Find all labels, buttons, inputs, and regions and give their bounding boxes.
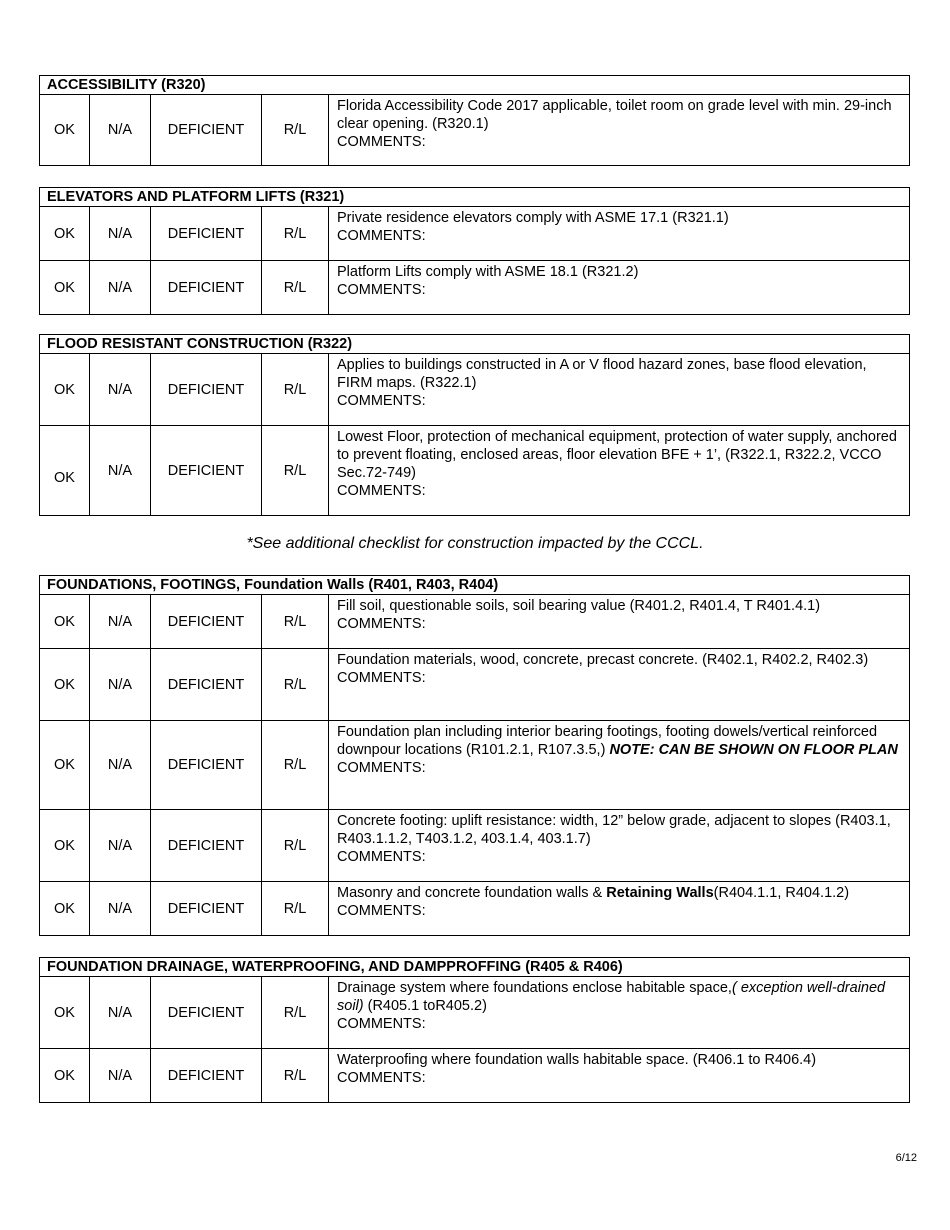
section-title: ELEVATORS AND PLATFORM LIFTS (R321) (40, 188, 910, 207)
item-description (329, 426, 910, 516)
comments-label: COMMENTS: (337, 1016, 426, 1032)
item-description (329, 207, 910, 261)
table-row (40, 595, 910, 649)
ok-option[interactable]: OK (40, 207, 90, 261)
item-text: Foundation materials, wood, concrete, precast concrete. (R402.1, R402.2, R402.3) (337, 652, 869, 668)
comments-label: COMMENTS: (337, 760, 426, 776)
ok-option[interactable]: OK (40, 882, 90, 936)
na-option[interactable]: N/A (90, 426, 151, 516)
table-row (40, 721, 910, 810)
ok-option[interactable]: OK (40, 721, 90, 810)
na-option[interactable]: N/A (90, 1049, 151, 1103)
deficient-option[interactable]: DEFICIENT (151, 354, 262, 426)
item-text: Waterproofing where foundation walls habitable space. (R406.1 to R406.4) (337, 1052, 817, 1068)
ok-option[interactable]: OK (40, 649, 90, 721)
section-title: FOUNDATION DRAINAGE, WATERPROOFING, AND DAMPPROFFING (R405 & R406) (40, 958, 910, 977)
rl-option[interactable]: R/L (262, 810, 329, 882)
item-text: Private residence elevators comply with ASME 17.1 (R321.1) (337, 210, 729, 226)
deficient-option[interactable]: DEFICIENT (151, 207, 262, 261)
na-option[interactable]: N/A (90, 595, 151, 649)
retaining-walls-label: Retaining Walls (606, 885, 714, 901)
rl-option[interactable]: R/L (262, 882, 329, 936)
item-text: Drainage system where foundations enclose habitable space,( exception well-drained soil) (R405.1 toR405.2) (337, 980, 886, 1014)
rl-option[interactable]: R/L (262, 207, 329, 261)
deficient-option[interactable]: DEFICIENT (151, 426, 262, 516)
item-text: Fill soil, questionable soils, soil bearing value (R401.2, R401.4, T R401.4.1) (337, 598, 821, 614)
comments-label: COMMENTS: (337, 670, 426, 686)
deficient-option[interactable]: DEFICIENT (151, 595, 262, 649)
item-description (329, 354, 910, 426)
rl-option[interactable]: R/L (262, 354, 329, 426)
deficient-option[interactable]: DEFICIENT (151, 1049, 262, 1103)
na-option[interactable]: N/A (90, 977, 151, 1049)
table-row (40, 977, 910, 1049)
comments-label: COMMENTS: (337, 903, 426, 919)
na-option[interactable]: N/A (90, 207, 151, 261)
item-text: Applies to buildings constructed in A or V flood hazard zones, base flood elevation, FIRM maps. (R322.1) (337, 357, 867, 391)
rl-option[interactable]: R/L (262, 95, 329, 166)
na-option[interactable]: N/A (90, 649, 151, 721)
table-row (40, 882, 910, 936)
ok-option[interactable]: OK (40, 595, 90, 649)
item-text: Masonry and concrete foundation walls & Retaining Walls(R404.1.1, R404.1.2) (337, 885, 850, 901)
item-text: Lowest Floor, protection of mechanical equipment, protection of water supply, anchored to prevent floating, enclosed areas, floor elevation BFE + 1’, (R322.1, R322.2, VCCO Sec.72-749) (337, 429, 897, 481)
table-row (40, 649, 910, 721)
table-row (40, 95, 910, 166)
comments-label: COMMENTS: (337, 483, 426, 499)
table-row (40, 207, 910, 261)
section-title: ACCESSIBILITY (R320) (40, 76, 910, 95)
item-description (329, 721, 910, 810)
drainage-table (39, 957, 910, 1103)
deficient-option[interactable]: DEFICIENT (151, 882, 262, 936)
section-title: FOUNDATIONS, FOOTINGS, Foundation Walls (R401, R403, R404) (40, 576, 910, 595)
comments-label: COMMENTS: (337, 134, 426, 150)
na-option[interactable]: N/A (90, 95, 151, 166)
elevators-table (39, 187, 910, 315)
page-number: 6/12 (895, 1152, 917, 1164)
section-title: FLOOD RESISTANT CONSTRUCTION (R322) (40, 335, 910, 354)
comments-label: COMMENTS: (337, 1070, 426, 1086)
item-description (329, 1049, 910, 1103)
foundations-table (39, 575, 910, 936)
deficient-option[interactable]: DEFICIENT (151, 95, 262, 166)
rl-option[interactable]: R/L (262, 977, 329, 1049)
deficient-option[interactable]: DEFICIENT (151, 977, 262, 1049)
floor-plan-note: NOTE: CAN BE SHOWN ON FLOOR PLAN (609, 742, 898, 758)
item-description (329, 882, 910, 936)
item-description (329, 977, 910, 1049)
exception-note: ( exception well-drained soil) (337, 980, 886, 1014)
table-row (40, 261, 910, 315)
ok-option[interactable]: OK (40, 426, 90, 516)
item-text: Platform Lifts comply with ASME 18.1 (R321.2) (337, 264, 639, 280)
item-description (329, 595, 910, 649)
na-option[interactable]: N/A (90, 721, 151, 810)
deficient-option[interactable]: DEFICIENT (151, 261, 262, 315)
item-text: Concrete footing: uplift resistance: width, 12” below grade, adjacent to slopes (R403.1, R403.1.1.2, T403.1.2, 403.1.4, 403.1.7) (337, 813, 891, 847)
comments-label: COMMENTS: (337, 393, 426, 409)
comments-label: COMMENTS: (337, 616, 426, 632)
rl-option[interactable]: R/L (262, 1049, 329, 1103)
flood-table (39, 334, 910, 516)
ok-option[interactable]: OK (40, 1049, 90, 1103)
ok-option[interactable]: OK (40, 810, 90, 882)
ok-option[interactable]: OK (40, 261, 90, 315)
na-option[interactable]: N/A (90, 882, 151, 936)
na-option[interactable]: N/A (90, 261, 151, 315)
table-row (40, 426, 910, 516)
table-row (40, 810, 910, 882)
item-description (329, 649, 910, 721)
table-row (40, 354, 910, 426)
deficient-option[interactable]: DEFICIENT (151, 721, 262, 810)
deficient-option[interactable]: DEFICIENT (151, 649, 262, 721)
rl-option[interactable]: R/L (262, 595, 329, 649)
rl-option[interactable]: R/L (262, 426, 329, 516)
deficient-option[interactable]: DEFICIENT (151, 810, 262, 882)
rl-option[interactable]: R/L (262, 261, 329, 315)
comments-label: COMMENTS: (337, 228, 426, 244)
rl-option[interactable]: R/L (262, 721, 329, 810)
item-description (329, 95, 910, 166)
cccl-note: *See additional checklist for construction impacted by the CCCL. (246, 535, 704, 552)
ok-option[interactable]: OK (40, 354, 90, 426)
accessibility-table (39, 75, 910, 166)
na-option[interactable]: N/A (90, 354, 151, 426)
item-text: Foundation plan including interior bearing footings, footing dowels/vertical reinforced downpour locations (R101.2.1, R107.3.5,) NOTE: CAN BE SHOWN ON FLOOR PLAN (337, 724, 898, 758)
item-text: Florida Accessibility Code 2017 applicable, toilet room on grade level with min. 29-inch clear opening. (R320.1) (337, 98, 892, 132)
table-row (40, 1049, 910, 1103)
na-option[interactable]: N/A (90, 810, 151, 882)
item-description (329, 261, 910, 315)
ok-option[interactable]: OK (40, 95, 90, 166)
ok-option[interactable]: OK (40, 977, 90, 1049)
item-description (329, 810, 910, 882)
rl-option[interactable]: R/L (262, 649, 329, 721)
comments-label: COMMENTS: (337, 282, 426, 298)
comments-label: COMMENTS: (337, 849, 426, 865)
